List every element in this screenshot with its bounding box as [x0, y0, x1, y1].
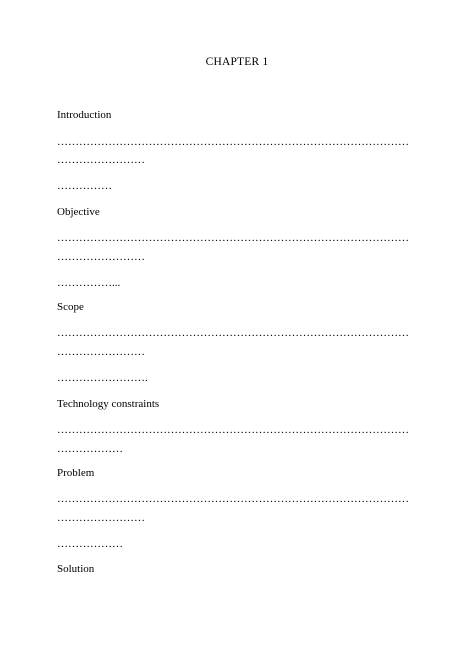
dotted-line: ……………………: [57, 346, 145, 358]
dotted-line: ……………………………………………………………………………………: [57, 493, 409, 505]
dotted-line: ……………: [57, 180, 112, 192]
section-heading-introduction: Introduction: [57, 109, 112, 121]
dotted-line: ………………: [57, 443, 123, 455]
dotted-line: …………………….: [57, 372, 148, 384]
dotted-line: ………………: [57, 538, 123, 550]
section-heading-objective: Objective: [57, 206, 100, 218]
dotted-line: ……………………………………………………………………………………: [57, 232, 409, 244]
dotted-line: ……………………: [57, 154, 145, 166]
dotted-line: ……………………………………………………………………………………: [57, 136, 409, 148]
section-heading-problem: Problem: [57, 467, 95, 479]
dotted-line: ……………………: [57, 512, 145, 524]
section-heading-scope: Scope: [57, 301, 84, 313]
dotted-line: ……………………………………………………………………………………: [57, 424, 409, 436]
section-heading-solution: Solution: [57, 563, 95, 575]
section-heading-technology-constraints: Technology constraints: [57, 398, 160, 410]
dotted-line: ……………………: [57, 251, 145, 263]
dotted-line: ……………………………………………………………………………………: [57, 327, 409, 339]
dotted-line: ……………...: [57, 277, 121, 289]
chapter-title: CHAPTER 1: [205, 56, 269, 68]
